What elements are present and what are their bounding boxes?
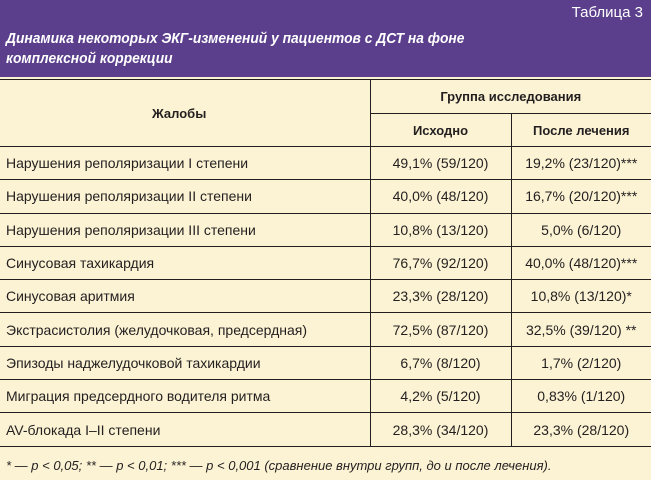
table-title <box>6 29 521 69</box>
row-value-before: 28,3% (34/120) <box>370 413 511 446</box>
row-value-after: 1,7% (2/120) <box>511 346 651 379</box>
table-title-line-1: Динамика некоторых ЭКГ-изменений у пациентов с ДСТ на фоне <box>6 30 465 47</box>
row-label: Нарушения реполяризации I степени <box>0 147 370 180</box>
table-row <box>0 246 651 279</box>
table-number: Таблица 3 <box>571 4 643 21</box>
table-row <box>0 380 651 413</box>
row-value-before: 23,3% (28/120) <box>370 280 511 313</box>
row-label: Нарушения реполяризации II степени <box>0 180 370 213</box>
column-header-group: Группа исследования <box>370 80 651 114</box>
footnote: * — p < 0,05; ** — p < 0,01; *** — p < 0,001 (сравнение внутри групп, до и после лечения). <box>6 458 552 473</box>
table-row <box>0 213 651 246</box>
row-label: Нарушения реполяризации III степени <box>0 213 370 246</box>
table-row <box>0 147 651 180</box>
row-value-after: 40,0% (48/120)*** <box>511 246 651 279</box>
row-value-after: 10,8% (13/120)* <box>511 280 651 313</box>
row-value-before: 6,7% (8/120) <box>370 346 511 379</box>
row-label: Синусовая аритмия <box>0 280 370 313</box>
row-value-after: 23,3% (28/120) <box>511 413 651 446</box>
row-value-before: 40,0% (48/120) <box>370 180 511 213</box>
row-value-before: 49,1% (59/120) <box>370 147 511 180</box>
column-header-after: После лечения <box>511 114 651 147</box>
row-label: AV-блокада I–II степени <box>0 413 370 446</box>
row-value-before: 10,8% (13/120) <box>370 213 511 246</box>
row-value-before: 4,2% (5/120) <box>370 380 511 413</box>
row-value-after: 5,0% (6/120) <box>511 213 651 246</box>
row-value-after: 32,5% (39/120) ** <box>511 313 651 346</box>
row-label: Синусовая тахикардия <box>0 246 370 279</box>
column-header-complaints: Жалобы <box>0 80 370 147</box>
row-label: Эпизоды наджелудочковой тахикардии <box>0 346 370 379</box>
row-value-before: 76,7% (92/120) <box>370 246 511 279</box>
table-body <box>0 147 651 447</box>
row-value-after: 0,83% (1/120) <box>511 380 651 413</box>
table-row <box>0 413 651 446</box>
table-row <box>0 180 651 213</box>
row-label: Экстрасистолия (желудочковая, предсердная) <box>0 313 370 346</box>
column-header-before: Исходно <box>370 114 511 147</box>
row-value-after: 16,7% (20/120)*** <box>511 180 651 213</box>
table-row <box>0 313 651 346</box>
table-title-line-2: комплексной коррекции <box>6 50 173 67</box>
table-row <box>0 346 651 379</box>
table-header <box>0 0 651 77</box>
ecg-data-table <box>0 79 651 447</box>
row-label: Миграция предсердного водителя ритма <box>0 380 370 413</box>
row-value-after: 19,2% (23/120)*** <box>511 147 651 180</box>
row-value-before: 72,5% (87/120) <box>370 313 511 346</box>
table-row <box>0 280 651 313</box>
